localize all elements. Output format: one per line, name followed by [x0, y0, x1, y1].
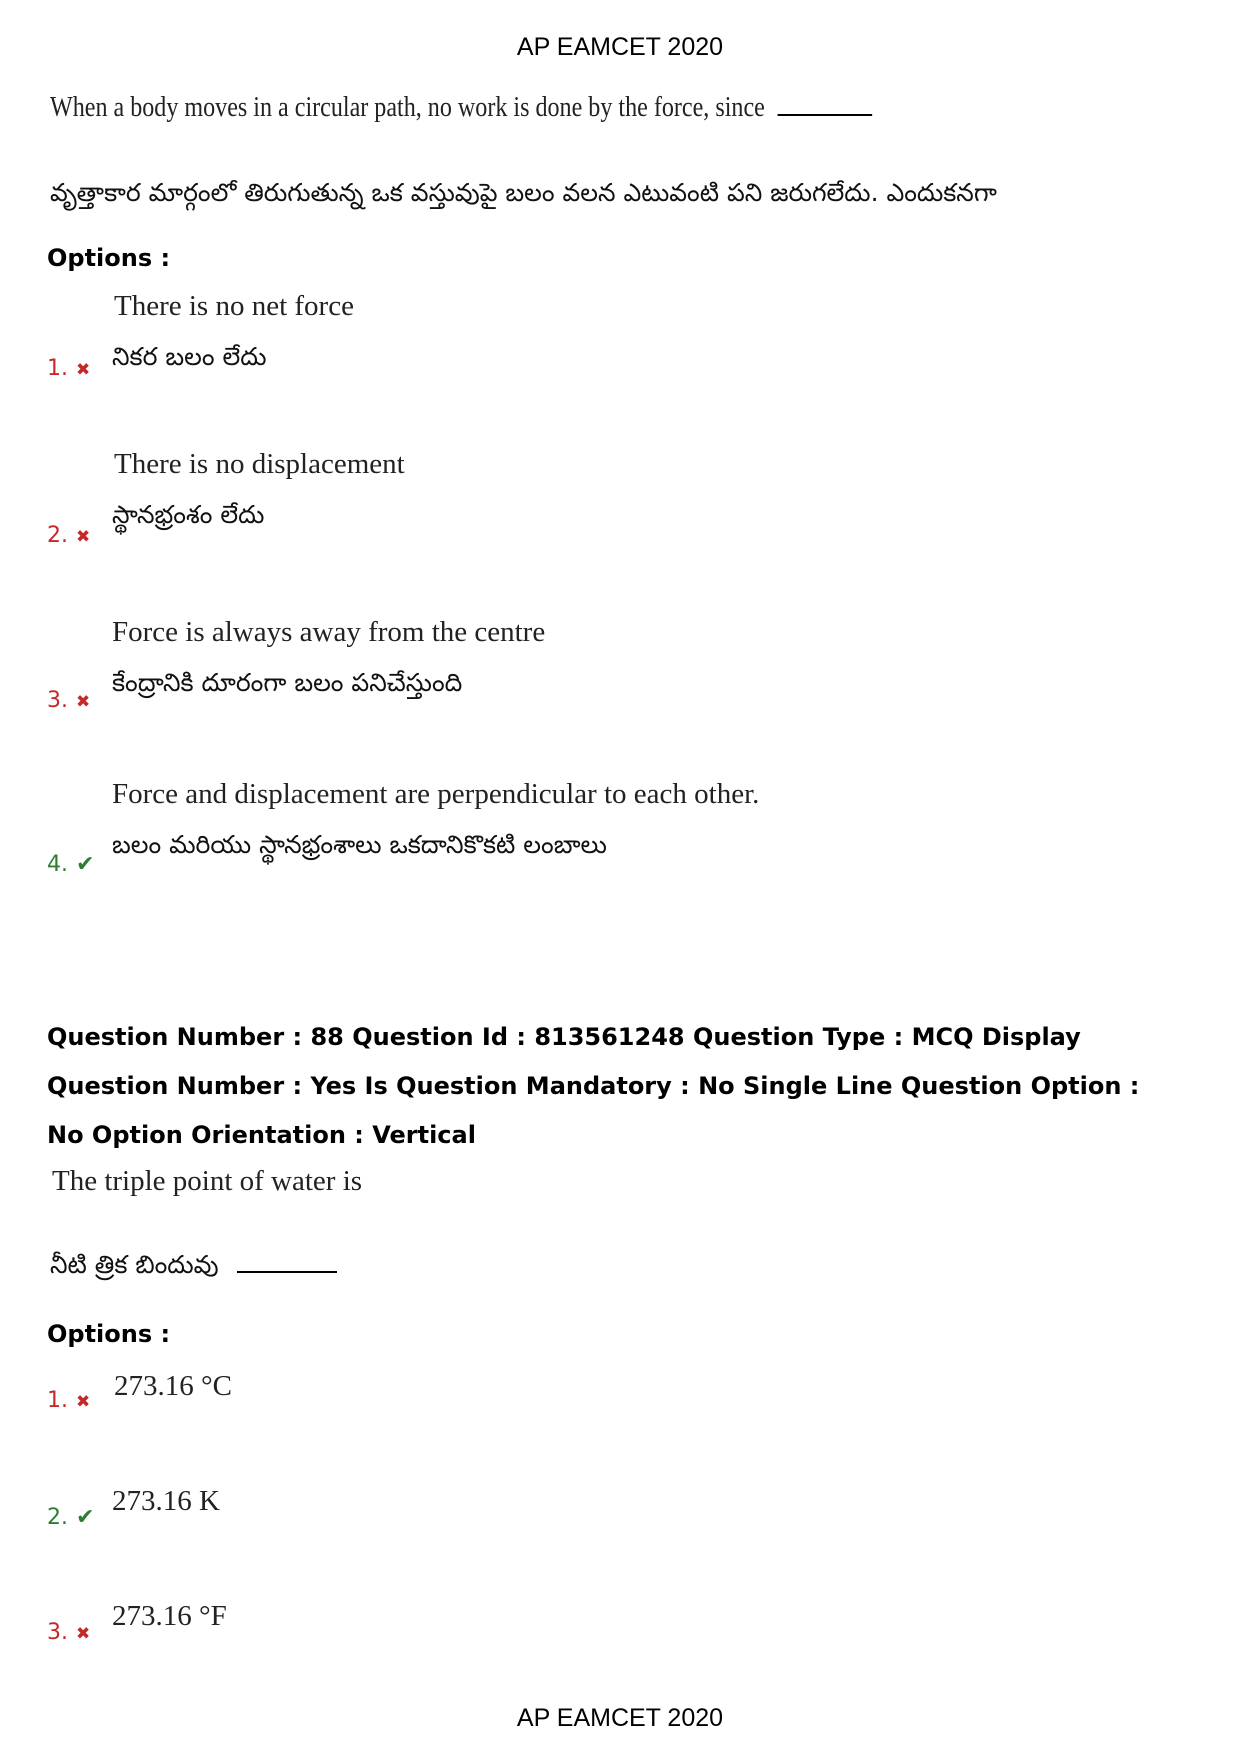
question-text: When a body moves in a circular path, no work is done by the force, since — [50, 92, 765, 123]
question-text-english — [50, 92, 872, 124]
q2-option-1-text: 273.16 °C — [114, 1370, 232, 1402]
q2-option-3-text: 273.16 °F — [112, 1600, 227, 1632]
q2-option-2-text: 273.16 K — [112, 1485, 220, 1517]
question-2-text-telugu: నీటి త్రిక బిందువు — [50, 1250, 219, 1279]
option-4-text-english: Force and displacement are perpendicular to each other. — [112, 778, 760, 810]
option-2-number: 2. ✖ — [47, 523, 91, 548]
option-1-text-english: There is no net force — [114, 290, 354, 322]
question-text-telugu: వృత్తాకార మార్గంలో తిరుగుతున్న ఒక వస్తువుపై బలం వలన ఎటువంటి పని జరుగలేదు. ఎందుకనగా — [50, 178, 997, 207]
option-3-text-english: Force is always away from the centre — [112, 616, 546, 648]
answer-blank — [778, 114, 873, 116]
option-2-text-english: There is no displacement — [114, 448, 405, 480]
cross-icon: ✖ — [76, 1624, 91, 1644]
options-label: Options : — [47, 244, 171, 272]
page-header: AP EAMCET 2020 — [516, 33, 724, 61]
option-1-text-telugu: నికర బలం లేదు — [112, 342, 267, 371]
check-icon: ✔ — [76, 1505, 95, 1530]
option-1-number: 1. ✖ — [47, 356, 91, 381]
cross-icon: ✖ — [76, 360, 91, 380]
option-4-text-telugu: బలం మరియు స్థానభ్రంశాలు ఒకదానికొకటి లంబాలు — [112, 830, 607, 859]
q2-option-1-number: 1. ✖ — [47, 1388, 91, 1413]
option-4-number: 4. ✔ — [47, 852, 95, 877]
check-icon: ✔ — [76, 852, 95, 877]
question-2-text-telugu-row — [50, 1250, 337, 1286]
cross-icon: ✖ — [76, 692, 91, 712]
q2-option-2-number: 2. ✔ — [47, 1505, 95, 1530]
cross-icon: ✖ — [76, 527, 91, 547]
option-3-text-telugu: కేంద్రానికి దూరంగా బలం పనిచేస్తుంది — [112, 668, 463, 697]
q2-option-3-number: 3. ✖ — [47, 1620, 91, 1645]
question-2-text-english: The triple point of water is — [52, 1165, 363, 1197]
options-label-2: Options : — [47, 1320, 171, 1348]
option-3-number: 3. ✖ — [47, 688, 91, 713]
option-2-text-telugu: స్థానభ్రంశం లేదు — [112, 500, 265, 529]
answer-blank — [237, 1271, 337, 1273]
question-metadata: Question Number : 88 Question Id : 813561248 Question Type : MCQ Display Question Number : Yes Is Question Mandatory : No Single Line Question Option : No Option Orientation : Vertical — [47, 1023, 1140, 1149]
page-footer: AP EAMCET 2020 — [516, 1704, 724, 1732]
cross-icon: ✖ — [76, 1392, 91, 1412]
